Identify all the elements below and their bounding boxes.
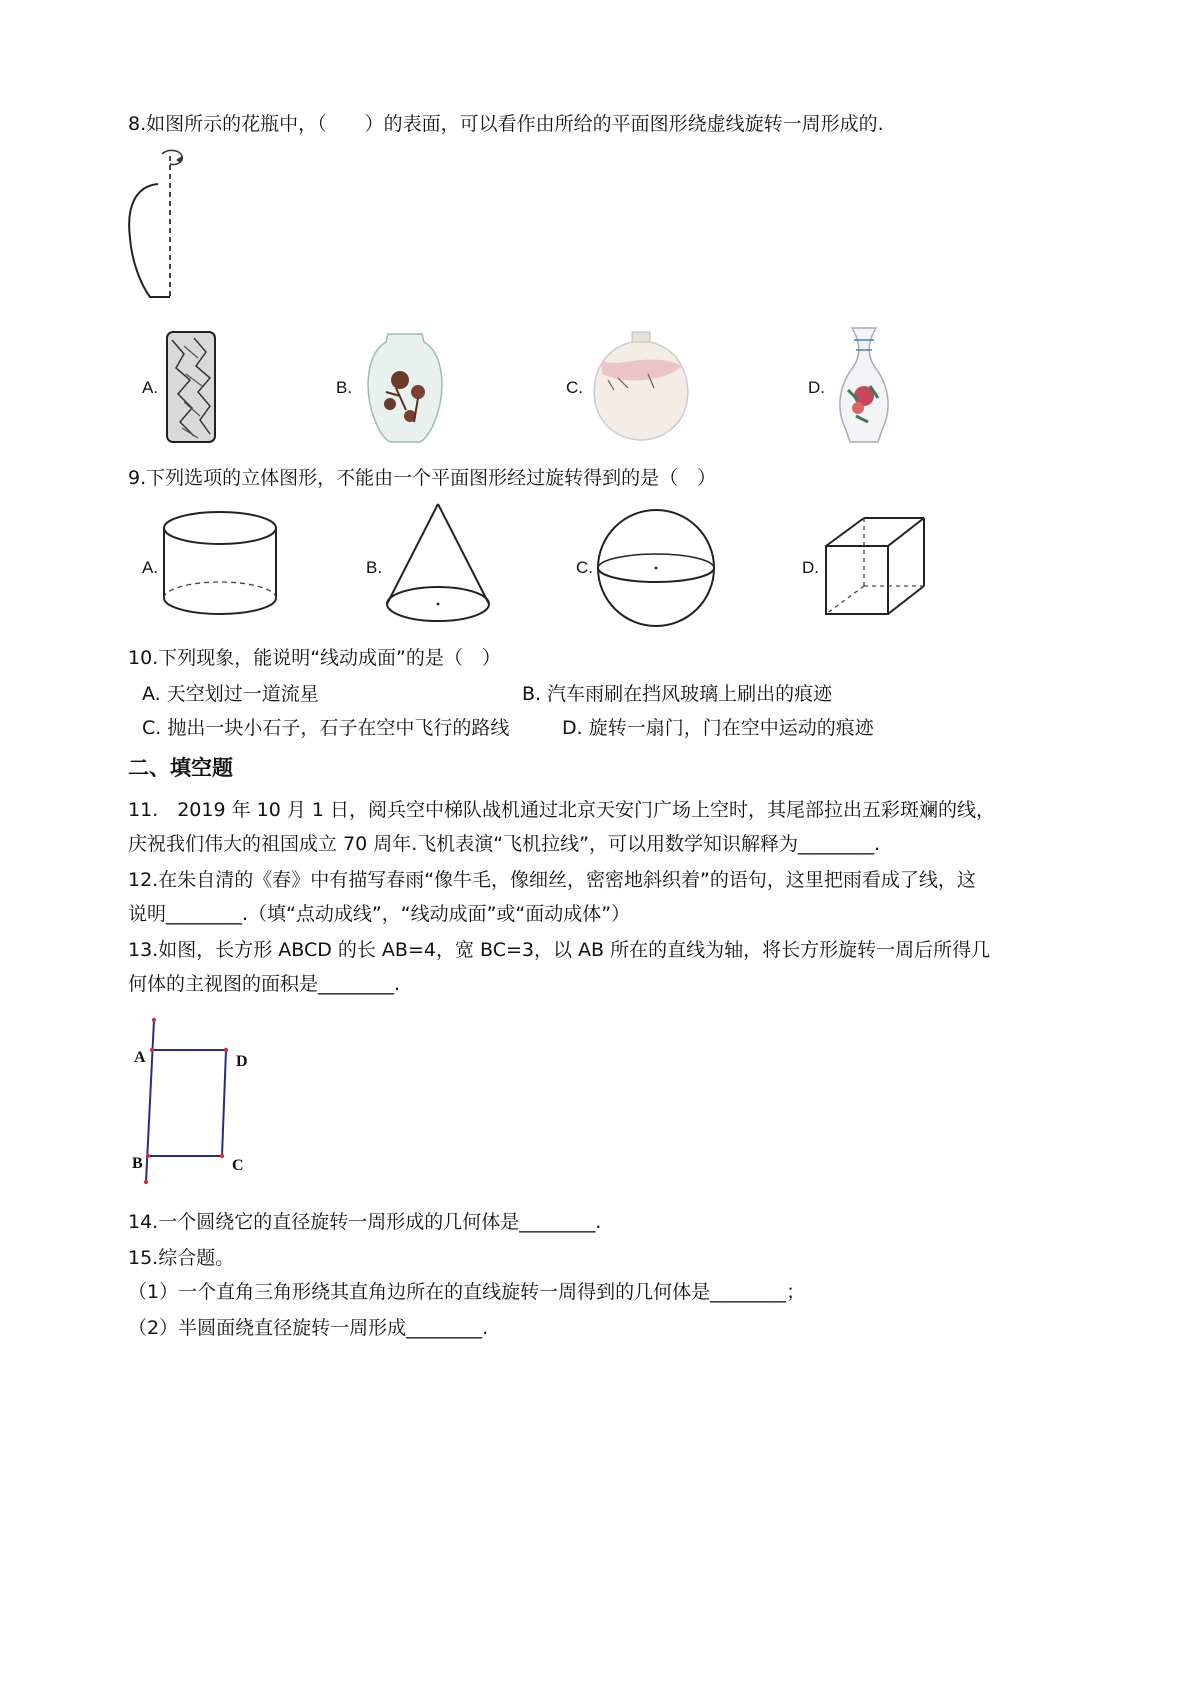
q13-text-line1: 13.如图，长方形 ABCD 的长 AB=4，宽 BC=3，以 AB 所在的直线为轴，将长方形旋转一周后所得几	[128, 939, 991, 961]
q15-part2: （2）半圆面绕直径旋转一周形成________.	[128, 1317, 489, 1339]
q13-rectangle-abcd-figure	[126, 1016, 256, 1190]
q8-option-b-label[interactable]: B.	[336, 378, 353, 397]
q9-option-b-cone-figure[interactable]	[383, 500, 493, 626]
q8-option-c-label[interactable]: C.	[566, 378, 583, 397]
q9-option-d-cuboid-figure[interactable]	[822, 514, 928, 618]
q9-option-c-label[interactable]: C.	[576, 558, 593, 577]
q8-option-d-label[interactable]: D.	[808, 378, 825, 397]
q10-option-c[interactable]: C. 抛出一块小石子，石子在空中飞行的路线	[142, 717, 510, 739]
q8-text: 8.如图所示的花瓶中，（ ）的表面，可以看作由所给的平面图形绕虚线旋转一周形成的.	[128, 113, 884, 135]
q13-label-b: B	[132, 1155, 143, 1172]
q9-option-a-cylinder-figure[interactable]	[160, 508, 280, 620]
q10-text: 10.下列现象，能说明“线动成面”的是（ ）	[128, 647, 501, 669]
q8-option-b-jar-vase-image[interactable]	[360, 330, 450, 446]
q13-label-c: C	[232, 1157, 244, 1174]
q15-title: 15.综合题。	[128, 1247, 235, 1269]
q12-text-line1: 12.在朱自清的《春》中有描写春雨“像牛毛，像细丝，密密地斜织着”的语句，这里把雨看成了线，这	[128, 869, 976, 891]
q8-vase-profile-figure	[118, 146, 198, 306]
q9-option-b-label[interactable]: B.	[366, 558, 383, 577]
q9-option-c-sphere-figure[interactable]	[594, 506, 718, 630]
q13-label-d: D	[236, 1053, 248, 1070]
q10-option-d[interactable]: D. 旋转一扇门，门在空中运动的痕迹	[562, 717, 874, 739]
q8-option-a-cylinder-vase-image[interactable]	[164, 328, 220, 446]
q8-option-c-round-vase-image[interactable]	[588, 330, 694, 444]
section-heading-fill-in: 二、填空题	[128, 756, 233, 780]
q8-option-d-tall-vase-image[interactable]	[834, 326, 894, 452]
q9-text: 9.下列选项的立体图形，不能由一个平面图形经过旋转得到的是（ ）	[128, 467, 717, 489]
q10-option-b[interactable]: B. 汽车雨刷在挡风玻璃上刷出的痕迹	[522, 683, 833, 705]
q10-option-a[interactable]: A. 天空划过一道流星	[142, 683, 319, 705]
q8-option-a-label[interactable]: A.	[142, 378, 159, 397]
q12-text-line2: 说明________.（填“点动成线”，“线动成面”或“面动成体”）	[128, 903, 631, 925]
q11-text-line1: 11. 2019 年 10 月 1 日，阅兵空中梯队战机通过北京天安门广场上空时，其尾部拉出五彩斑斓的线，	[128, 799, 996, 821]
q13-text-line2: 何体的主视图的面积是________.	[128, 973, 401, 995]
q15-part1: （1）一个直角三角形绕其直角边所在的直线旋转一周得到的几何体是________；	[128, 1281, 806, 1303]
q11-text-line2: 庆祝我们伟大的祖国成立 70 周年.飞机表演“飞机拉线”，可以用数学知识解释为________.	[128, 833, 881, 855]
q9-option-a-label[interactable]: A.	[142, 558, 159, 577]
q14-text: 14.一个圆绕它的直径旋转一周形成的几何体是________.	[128, 1211, 602, 1233]
q13-label-a: A	[134, 1049, 146, 1066]
q9-option-d-label[interactable]: D.	[802, 558, 819, 577]
